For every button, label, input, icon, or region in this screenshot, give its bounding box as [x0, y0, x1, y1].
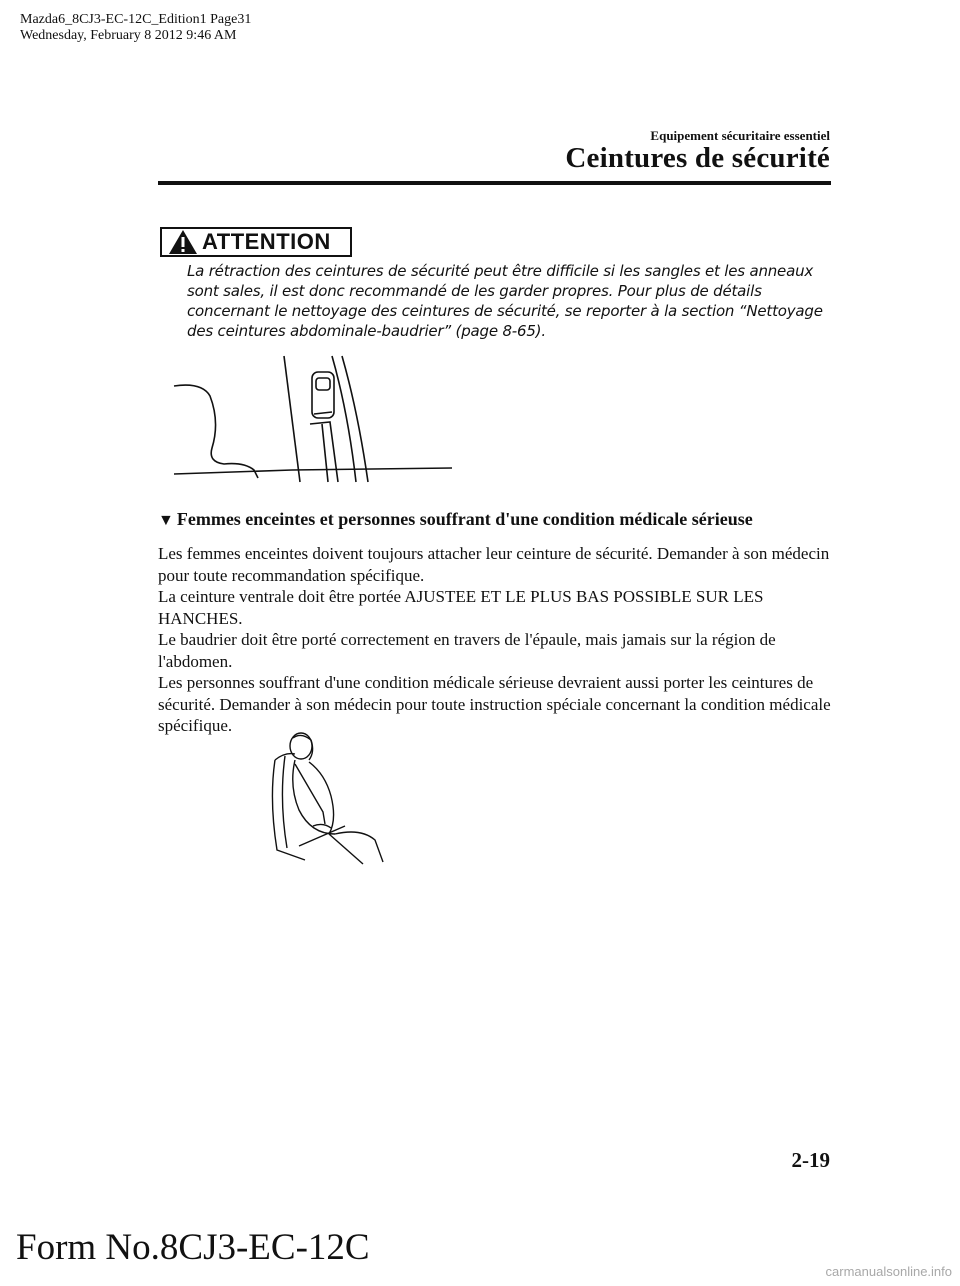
- seat-belt-anchor-illustration: [172, 352, 462, 492]
- section-marker: ▼: [158, 512, 174, 529]
- warning-triangle-icon: [168, 229, 198, 255]
- print-info: [20, 12, 251, 44]
- attention-label: ATTENTION: [202, 229, 331, 254]
- pregnant-woman-seat-belt-illustration: [265, 730, 395, 870]
- paragraph: Les personnes souffrant d'une condition médicale sérieuse devraient aussi porter les ceintures de sécurité. Demander à son médecin pour toute instruction spéciale concernant la condition médicale spécifique.: [158, 673, 831, 735]
- paragraph: La ceinture ventrale doit être portée AJUSTEE ET LE PLUS BAS POSSIBLE SUR LES HANCHES.: [158, 587, 764, 628]
- page-title: Ceintures de sécurité: [565, 142, 830, 174]
- paragraph: Le baudrier doit être porté correctement en travers de l'épaule, mais jamais sur la région de l'abdomen.: [158, 630, 776, 671]
- attention-text: La rétraction des ceintures de sécurité peut être difficile si les sangles et les anneaux sont sales, il est donc recommandé de les garder propres. Pour plus de détails concernant le nettoyage des ceintures de sécurité, se reporter à la section “Nettoyage des ceintures abdominale-baudrier” (page 8-65).: [187, 262, 823, 340]
- attention-box: [160, 227, 352, 257]
- section-heading-text: Femmes enceintes et personnes souffrant d'une condition médicale sérieuse: [176, 509, 753, 529]
- section-heading: [158, 509, 848, 530]
- print-info-file: Mazda6_8CJ3-EC-12C_Edition1 Page31: [20, 12, 252, 27]
- section-kicker: Equipement sécuritaire essentiel: [650, 128, 830, 143]
- paragraph: Les femmes enceintes doivent toujours attacher leur ceinture de sécurité. Demander à son médecin pour toute recommandation spécifique.: [158, 544, 830, 585]
- form-number: Form No.8CJ3-EC-12C: [16, 1227, 370, 1268]
- print-info-date: Wednesday, February 8 2012 9:46 AM: [20, 28, 237, 43]
- watermark: carmanualsonline.info: [825, 1264, 952, 1279]
- body-text: [158, 543, 838, 737]
- page-number: 2-19: [791, 1148, 830, 1172]
- header-rule: [158, 181, 831, 185]
